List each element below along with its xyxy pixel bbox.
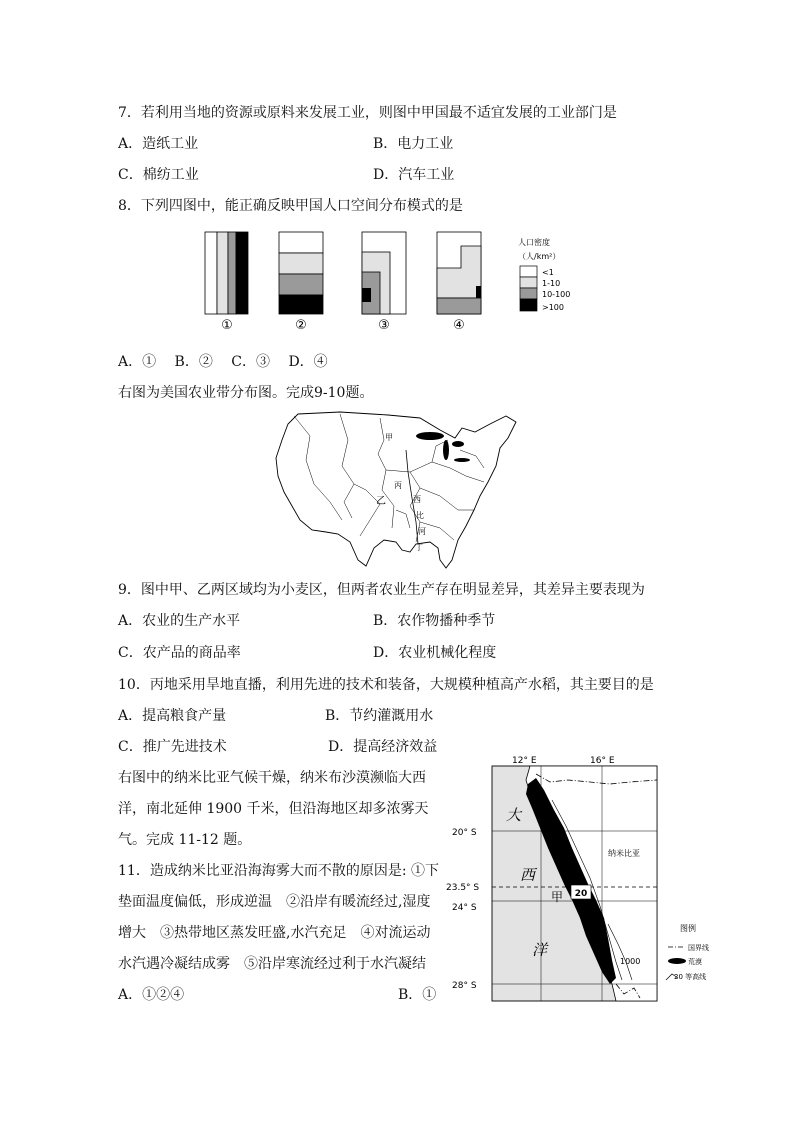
map-legend-border: 国界线 bbox=[688, 944, 709, 952]
map-legend bbox=[666, 923, 709, 981]
q11-option-a: A．①②④ bbox=[118, 987, 185, 1003]
ocean-char-yang: 洋 bbox=[532, 941, 548, 959]
q7-stem: 7．若利用当地的资源或原料来发展工业，则图中甲国最不适宜发展的工业部门是 bbox=[118, 105, 617, 121]
lon-label-12e: 12° E bbox=[512, 756, 537, 766]
ocean-char-xi: 西 bbox=[520, 866, 536, 884]
intro-9-10: 右图为美国农业带分布图。完成9-10题。 bbox=[118, 385, 374, 401]
lat-label-20s: 20° S bbox=[452, 828, 477, 838]
region-label-bing: 丙 bbox=[394, 481, 402, 490]
lon-label-16e: 16° E bbox=[590, 756, 615, 766]
contour-label-20: 20 bbox=[574, 889, 588, 899]
density-legend bbox=[518, 237, 570, 312]
q11-line-3: 增大 ③热带地区蒸发旺盛,水汽充足 ④对流运动 bbox=[118, 925, 431, 941]
pattern-diagram-4 bbox=[437, 232, 481, 314]
q9-option-a: A．农业的生产水平 bbox=[118, 613, 241, 629]
q11-line-4: 水汽遇冷凝结成雾 ⑤沿岸寒流经过利于水汽凝结 bbox=[118, 956, 426, 972]
diagram-label-3: ③ bbox=[378, 318, 390, 333]
legend-unit: （人/km²） bbox=[518, 252, 561, 261]
label-jia: 甲 bbox=[551, 890, 564, 904]
diagram-label-2: ② bbox=[295, 318, 307, 333]
map-legend-desert: 荒漠 bbox=[688, 958, 702, 966]
population-pattern-figure bbox=[200, 228, 580, 336]
q7-option-a: A．造纸工业 bbox=[118, 136, 199, 152]
q9-stem: 9．图中甲、乙两区域均为小麦区，但两者农业生产存在明显差异，其差异主要表现为 bbox=[118, 582, 645, 598]
ocean-char-da: 大 bbox=[506, 806, 522, 824]
lat-label-24s: 24° S bbox=[452, 903, 477, 913]
region-label-yi: 乙 bbox=[376, 496, 386, 507]
q10-stem: 10．丙地采用旱地直播，利用先进的技术和装备，大规模种植高产水稻，其主要目的是 bbox=[118, 677, 654, 693]
q7-option-b: B．电力工业 bbox=[373, 136, 454, 152]
legend-item-4: >100 bbox=[542, 303, 564, 312]
river-label-bi: 比 bbox=[416, 511, 424, 520]
country-label: 纳米比亚 bbox=[608, 849, 640, 858]
q10-option-b: B．节约灌溉用水 bbox=[325, 708, 434, 724]
legend-item-1: <1 bbox=[542, 268, 554, 277]
q7-option-d: D．汽车工业 bbox=[373, 167, 455, 183]
legend-item-2: 1-10 bbox=[542, 279, 561, 288]
legend-item-3: 10-100 bbox=[542, 290, 571, 299]
contour-label-1000: 1000 bbox=[620, 957, 641, 966]
lat-label-23-5s: 23.5° S bbox=[446, 883, 480, 893]
pattern-diagram-1 bbox=[205, 232, 248, 314]
diagram-label-1: ① bbox=[221, 318, 233, 333]
q10-option-a: A．提高粮食产量 bbox=[118, 708, 227, 724]
q11-line-1: 11．造成纳米比亚沿海海雾大而不散的原因是: ①下 bbox=[118, 863, 439, 879]
q8-options: A．① B．② C．③ D．④ bbox=[118, 354, 328, 370]
q9-option-c: C．农产品的商品率 bbox=[118, 645, 241, 661]
us-agriculture-map bbox=[270, 410, 522, 572]
q11-option-b: B．① bbox=[398, 987, 437, 1003]
intro-11-12-line-3: 气。完成 11-12 题。 bbox=[118, 832, 252, 848]
region-label-ding: 丁 bbox=[415, 543, 423, 552]
river-label-he: 河 bbox=[418, 527, 426, 536]
region-label-jia: 甲 bbox=[385, 433, 393, 442]
river-label-xi: 西 bbox=[413, 495, 421, 504]
q11-line-2: 垫面温度偏低，形成逆温 ②沿岸有暖流经过,湿度 bbox=[118, 894, 431, 910]
lat-label-28s: 28° S bbox=[452, 981, 477, 991]
intro-11-12-line-2: 洋，南北延伸 1900 千米，但沿海地区却多浓雾天 bbox=[118, 801, 429, 817]
q10-option-c: C．推广先进技术 bbox=[118, 739, 227, 755]
q9-option-b: B．农作物播种季节 bbox=[373, 613, 496, 629]
pattern-diagram-3 bbox=[362, 232, 406, 314]
q7-option-c: C．棉纺工业 bbox=[118, 167, 199, 183]
q9-option-d: D．农业机械化程度 bbox=[373, 645, 497, 661]
pattern-diagram-2 bbox=[279, 232, 323, 314]
us-outline bbox=[276, 412, 516, 568]
q8-stem: 8．下列四图中，能正确反映甲国人口空间分布模式的是 bbox=[118, 198, 463, 214]
namibia-map bbox=[440, 748, 740, 1008]
intro-11-12-line-1: 右图中的纳米比亚气候干燥，纳米布沙漠濒临大西 bbox=[118, 770, 426, 786]
map-legend-title: 图例 bbox=[680, 924, 696, 933]
q10-option-d: D．提高经济效益 bbox=[328, 739, 438, 755]
diagram-label-4: ④ bbox=[453, 318, 465, 333]
legend-title: 人口密度 bbox=[518, 238, 550, 247]
map-legend-contour: 20 等高线 bbox=[674, 973, 707, 981]
